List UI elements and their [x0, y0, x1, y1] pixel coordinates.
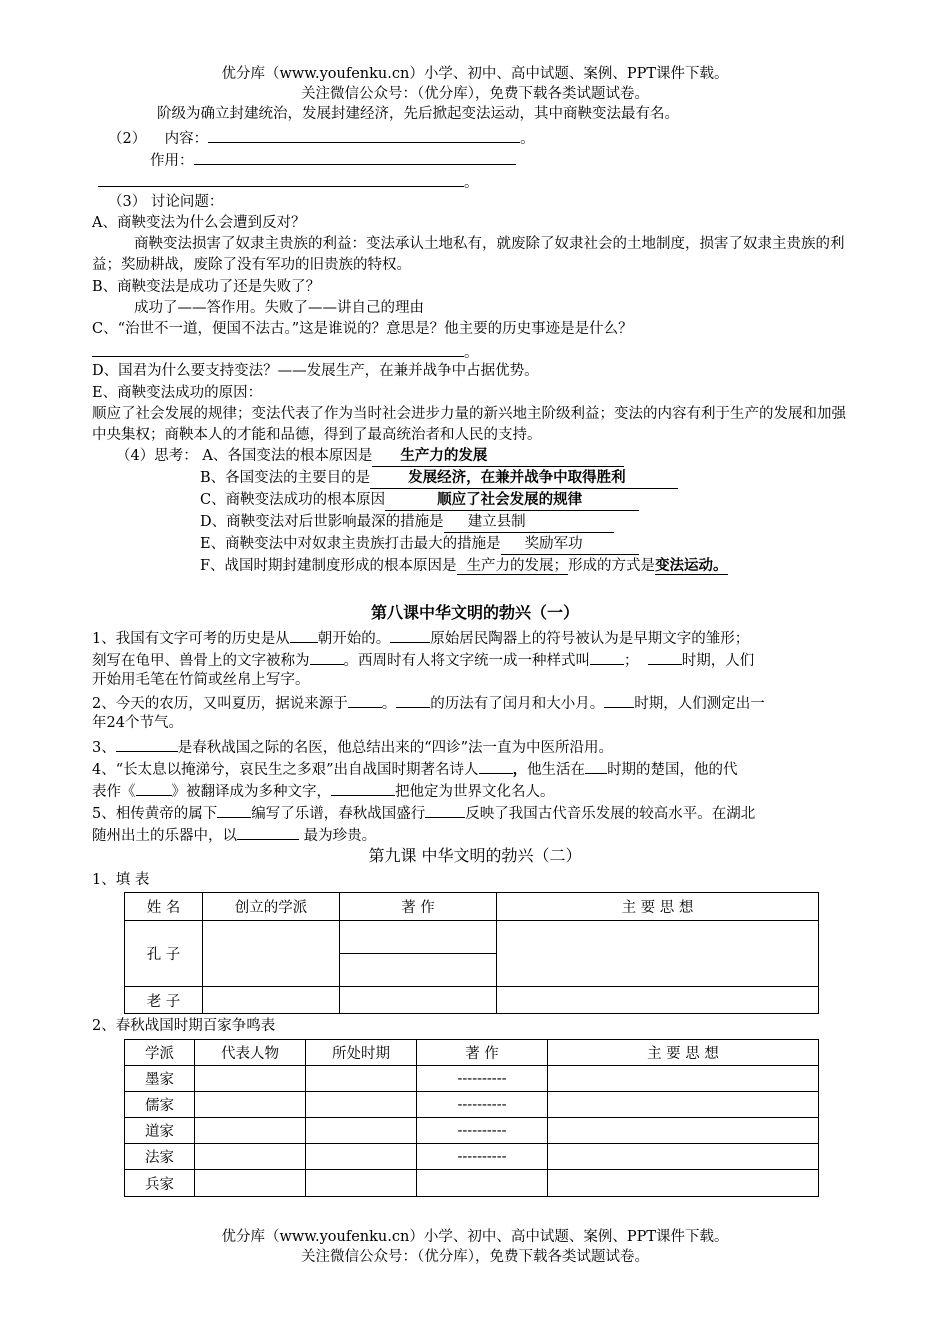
q4-f-text: F、战国时期封建制度形成的根本原因是	[200, 558, 457, 574]
lesson9-title: 第九课 中华文明的勃兴（二）	[368, 846, 582, 865]
q3-b-answer: 成功了——答作用。失败了——讲自己的理由	[134, 300, 424, 316]
table2-header: 主 要 思 想	[548, 1040, 819, 1066]
q4-d-row	[200, 512, 614, 533]
q3-e-answer: 顺应了社会发展的规律；变法代表了作为当时社会进步力量的新兴地主阶级利益；变法的内容有利于生产的发展和加强中央集权；商鞅本人的才能和品德，得到了最高统治者和人民的支持。	[92, 406, 846, 443]
q4-a-text: A、各国变法的根本原因是	[202, 448, 373, 464]
l8-q4-a: 4、“长太息以掩涕兮，哀民生之多艰”出自战国时期著名诗人	[92, 762, 479, 778]
table1-cell[interactable]	[497, 987, 819, 1014]
table2-cell[interactable]	[548, 1118, 819, 1144]
l8-q5-e: 最为珍贵。	[299, 828, 377, 844]
q2-content-blank[interactable]	[208, 126, 520, 143]
table2-cell[interactable]	[306, 1118, 417, 1144]
table1-cell[interactable]	[203, 921, 340, 987]
lesson8-q3	[92, 735, 613, 758]
table2-works-cell: ----------	[417, 1118, 548, 1144]
l8-q3-b: 是春秋战国之际的名医，他总结出来的“四诊”法一直为中医所沿用。	[177, 740, 614, 756]
l8-q5-blank-1[interactable]	[217, 801, 251, 818]
table2-header: 所处时期	[306, 1040, 417, 1066]
table2-school-cell: 法家	[125, 1144, 195, 1170]
q4-f-mid: 形成的方式是	[568, 558, 656, 574]
l8-q4-f: 》被翻译成为多种文字，	[171, 784, 331, 800]
q4-e-text: E、商鞅变法中对奴隶主贵族打击最大的措施是	[200, 536, 501, 552]
l8-q4-blank-4[interactable]	[331, 779, 395, 796]
q3-c-question: C、“治世不一道，便国不法古。”这是谁说的？意思是？他主要的历史事迹是是什么？	[92, 321, 633, 337]
lesson8-q5-line1	[92, 801, 755, 824]
table2-cell[interactable]	[195, 1066, 306, 1092]
l8-q2-c: 的历法有了闰月和大小月。	[430, 696, 605, 712]
q4-c-row	[200, 490, 639, 511]
table2-cell[interactable]	[548, 1066, 819, 1092]
l8-q5-c: 反映了我国古代音乐发展的较高水平。在湖北	[465, 806, 756, 822]
q3-c-blank[interactable]	[92, 340, 464, 357]
table2-header: 著 作	[417, 1040, 548, 1066]
footer-line-2: 关注微信公众号：（优分库），免费下载各类试题试卷。	[301, 1249, 649, 1265]
l8-q4-g: 把他定为世界文化名人。	[395, 784, 555, 800]
l8-q2-a: 2、今天的农历，又叫夏历，据说来源于	[92, 696, 348, 712]
table2-cell[interactable]	[548, 1092, 819, 1118]
table2-row	[125, 1144, 819, 1170]
q4-d-text: D、商鞅变法对后世影响最深的措施是	[200, 514, 444, 530]
q4-b-row	[200, 468, 678, 489]
l8-q1-blank-1[interactable]	[290, 626, 318, 643]
table1-row	[125, 921, 819, 954]
l8-q4-e: 表作《	[92, 784, 136, 800]
table2-cell[interactable]	[195, 1144, 306, 1170]
table2-works-cell: ----------	[417, 1066, 548, 1092]
q4-a-row	[116, 446, 624, 467]
table2-cell[interactable]	[195, 1092, 306, 1118]
q2-number: （2）	[108, 131, 147, 147]
l8-q1-f: ；	[624, 653, 639, 669]
q4-label: （4）思考：	[116, 448, 198, 464]
table2-label: 2、春秋战国时期百家争鸣表	[92, 1018, 276, 1034]
q4-b-text: B、各国变法的主要目的是	[200, 470, 371, 486]
table2-school-cell: 墨家	[125, 1066, 195, 1092]
q4-b-answer: 发展经济，在兼并战争中取得胜利	[370, 468, 678, 489]
q3-a-answer: 商鞅变法损害了奴隶主贵族的利益：变法承认土地私有，就废除了奴隶社会的土地制度，损害了奴隶主贵族的利益；奖励耕战，废除了没有军功的旧贵族的特权。	[92, 236, 845, 273]
header-line-2: 关注微信公众号：（优分库），免费下载各类试题试卷。	[301, 86, 649, 102]
l8-q5-b: 编写了乐谱，春秋战国盛行	[251, 806, 426, 822]
table-fill-in	[124, 892, 819, 1014]
table1-cell[interactable]	[203, 987, 340, 1014]
l8-q4-d: 时期的楚国，他的代	[607, 762, 738, 778]
table2-school-cell: 道家	[125, 1118, 195, 1144]
intro-text: 阶级为确立封建统治，发展封建经济，先后掀起变法运动，其中商鞅变法最有名。	[157, 106, 679, 122]
table1-label: 1、填 表	[92, 872, 150, 888]
lesson8-q2-line2: 年24个节气。	[92, 715, 183, 731]
q3-e-question: E、商鞅变法成功的原因：	[92, 385, 263, 401]
table2-cell[interactable]	[306, 1170, 417, 1197]
l8-q2-b: 。	[381, 696, 397, 712]
l8-q5-a: 5、相传黄帝的属下	[92, 806, 218, 822]
table1-header: 姓 名	[125, 893, 203, 921]
table2-cell[interactable]	[306, 1092, 417, 1118]
l8-q4-b: ，	[512, 761, 528, 778]
table1-name-cell: 老 子	[125, 987, 203, 1014]
l8-q3-blank[interactable]	[116, 735, 178, 752]
l8-q1-a: 1、我国有文字可考的历史是从	[92, 631, 290, 647]
lesson8-title: 第八课中华文明的勃兴（一）	[370, 603, 579, 622]
table1-header: 创立的学派	[203, 893, 340, 921]
q3-heading: （3） 讨论问题：	[108, 194, 224, 210]
l8-q2-blank-2[interactable]	[396, 691, 430, 708]
table2-school-cell: 兵家	[125, 1170, 195, 1197]
table1-name-cell: 孔 子	[125, 921, 203, 987]
l8-q4-c: 他生活在	[527, 762, 586, 778]
q4-f-row	[200, 556, 728, 576]
l8-q1-g: 时期，人们	[681, 653, 755, 669]
table2-header-row	[125, 1040, 819, 1066]
l8-q1-blank-3[interactable]	[310, 648, 344, 665]
q4-d-answer: 建立县制	[444, 512, 614, 533]
table2-cell[interactable]	[306, 1066, 417, 1092]
l8-q5-blank-3[interactable]	[237, 823, 299, 840]
table-hundred-schools	[124, 1039, 819, 1197]
q2-content-end: 。	[520, 131, 535, 147]
l8-q1-c: 原始居民陶器上的符号被认为是早期文字的雏形；	[430, 631, 750, 647]
lesson8-q1-line1	[92, 626, 749, 649]
q2-effect-blank-2[interactable]	[98, 170, 464, 187]
table2-header: 学派	[125, 1040, 195, 1066]
l8-q2-d: 时期，人们测定出一	[634, 696, 765, 712]
table1-row	[125, 987, 819, 1014]
lesson8-q4-line1	[92, 757, 738, 780]
l8-q4-blank-1[interactable]	[479, 757, 513, 774]
q2-effect-end: 。	[464, 175, 479, 191]
q2-content-row	[108, 126, 535, 149]
q4-c-text: C、商鞅变法成功的根本原因	[200, 492, 386, 508]
table2-school-cell: 儒家	[125, 1092, 195, 1118]
q3-c-answer-row	[92, 340, 479, 363]
table1-cell[interactable]	[340, 987, 497, 1014]
q3-b-question: B、商鞅变法是成功了还是失败了？	[92, 279, 321, 295]
lesson8-q1-line2	[92, 648, 754, 671]
l8-q1-blank-5[interactable]	[648, 648, 682, 665]
q4-e-answer: 奖励军功	[501, 534, 639, 555]
table1-header-row	[125, 893, 819, 921]
l8-q5-d: 随州出土的乐器中，以	[92, 828, 237, 844]
lesson8-q5-line2	[92, 823, 376, 846]
table2-row	[125, 1118, 819, 1144]
table1-cell[interactable]	[497, 921, 819, 987]
l8-q1-b: 朝开始的。	[317, 631, 391, 647]
table2-cell[interactable]	[548, 1170, 819, 1197]
l8-q4-blank-3[interactable]	[136, 779, 172, 796]
l8-q2-blank-3[interactable]	[604, 691, 634, 708]
l8-q1-e: 。西周时有人将文字统一成一种样式叫	[343, 653, 590, 669]
q3-c-end: 。	[464, 345, 479, 361]
q4-a-answer: 生产力的发展	[372, 446, 624, 467]
table2-cell[interactable]	[195, 1118, 306, 1144]
l8-q5-blank-2[interactable]	[425, 801, 465, 818]
q3-a-question: A、商鞅变法为什么会遭到反对？	[92, 215, 306, 231]
table2-works-cell: ----------	[417, 1144, 548, 1170]
table1-header: 主 要 思 想	[497, 893, 819, 921]
table1-cell[interactable]	[340, 954, 497, 987]
table2-row	[125, 1092, 819, 1118]
l8-q4-blank-2[interactable]	[585, 757, 607, 774]
header-line-1: 优分库（www.youfenku.cn）小学、初中、高中试题、案例、PPT课件下载。	[221, 66, 729, 82]
q4-e-row	[200, 534, 639, 555]
footer-line-1: 优分库（www.youfenku.cn）小学、初中、高中试题、案例、PPT课件下载。	[221, 1229, 729, 1245]
l8-q1-blank-4[interactable]	[590, 648, 624, 665]
l8-q2-blank-1[interactable]	[348, 691, 382, 708]
l8-q3-a: 3、	[92, 740, 116, 756]
q4-f-answer-2: 变法运动。	[655, 557, 728, 574]
q4-c-answer: 顺应了社会发展的规律	[385, 490, 639, 511]
table1-cell[interactable]	[340, 921, 497, 954]
q2-content-label: 内容：	[164, 131, 209, 147]
l8-q1-d: 刻写在龟甲、兽骨上的文字被称为	[92, 653, 310, 669]
table2-works-cell	[417, 1170, 548, 1197]
q2-effect-blank[interactable]	[194, 148, 516, 165]
table2-cell[interactable]	[548, 1144, 819, 1170]
l8-q1-blank-2[interactable]	[390, 626, 430, 643]
q2-effect-row	[150, 148, 516, 171]
q2-effect-label: 作用：	[150, 153, 194, 169]
table2-cell[interactable]	[195, 1170, 306, 1197]
table2-row	[125, 1066, 819, 1092]
table2-header: 代表人物	[195, 1040, 306, 1066]
q2-effect-row-2	[98, 170, 479, 193]
table1-header: 著 作	[340, 893, 497, 921]
lesson8-q2-line1	[92, 691, 765, 714]
table2-cell[interactable]	[306, 1144, 417, 1170]
lesson8-q4-line2	[92, 779, 555, 802]
lesson8-q1-line3: 开始用毛笔在竹简或丝帛上写字。	[92, 672, 310, 688]
q3-d: D、国君为什么要支持变法？——发展生产，在兼并战争中占据优势。	[92, 363, 539, 379]
table2-works-cell: ----------	[417, 1092, 548, 1118]
table2-row	[125, 1170, 819, 1197]
q4-f-answer-1: 生产力的发展；	[457, 558, 569, 575]
